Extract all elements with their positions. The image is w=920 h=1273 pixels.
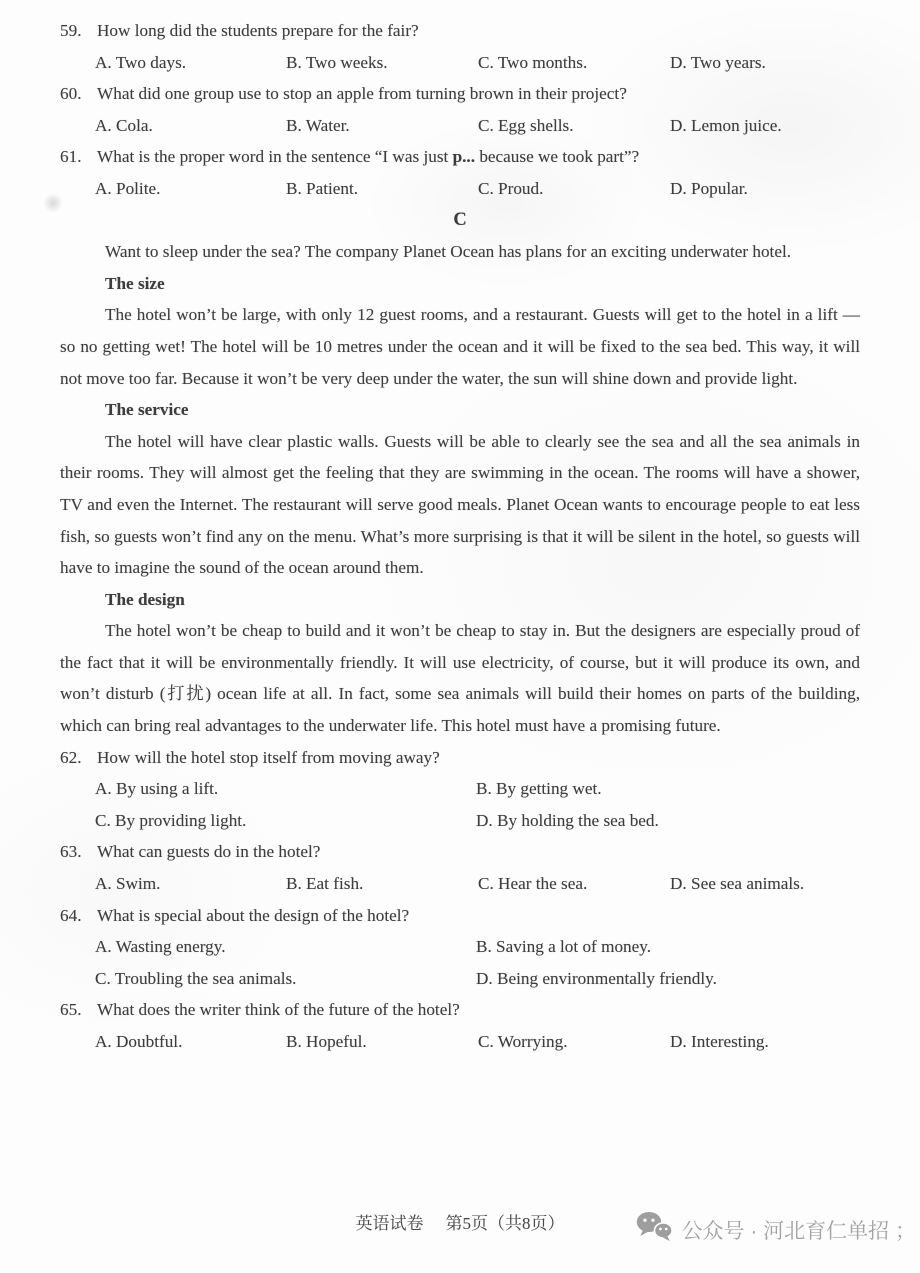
option-c: C. Two months.: [478, 52, 588, 72]
watermark-text: 公众号 · 河北育仁单招 ；: [681, 1219, 916, 1243]
question-text: What is special about the design of the hotel?: [97, 905, 410, 925]
option-c: C. Worrying.: [478, 1032, 568, 1051]
option-b: B. Eat fish.: [286, 874, 364, 894]
option-a: A. Wasting energy.: [95, 937, 226, 957]
passage-paragraph-service: The hotel will have clear plastic walls. Guests will be able to clearly see the sea and all the sea animals in their rooms. They will almost get the feeling that they are swimming in the ocean. The rooms will have a shower, TV and even the Internet. The restaurant will serve good meals. Planet Ocean wants to encourage people to eat less fish, so guests won’t find any on the menu. What’s more surprising is that it will be silent in the hotel, so guests will have to imagine the sound of the ocean around them.: [60, 431, 860, 578]
question-61: [60, 141, 860, 204]
wechat-icon: [636, 1211, 673, 1248]
question-number: 59.: [60, 21, 82, 40]
question-number: 60.: [60, 84, 82, 104]
option-d: D. Popular.: [670, 178, 748, 198]
option-d: D. Lemon juice.: [670, 115, 782, 135]
option-a: A. Doubtful.: [95, 1032, 183, 1051]
passage-paragraph-size: The hotel won’t be large, with only 12 guest rooms, and a restaurant. Guests will get to the hotel in a lift — so no getting wet! The hotel will be 10 metres under the ocean and it will be fixed to the sea bed. This way, it will not move too far. Because it won’t be very deep under the water, the sun will shine down and provide light.: [60, 305, 860, 388]
question-text: [97, 141, 860, 173]
question-62: [60, 742, 860, 837]
option-a: A. Cola.: [95, 115, 153, 135]
question-text-bold: p...: [452, 147, 476, 167]
option-a: A. By using a lift.: [95, 779, 219, 799]
page-number: 第5页（共8页）: [445, 1214, 565, 1233]
passage-c: [60, 205, 860, 742]
options-row: [95, 1026, 860, 1058]
question-59: [60, 15, 860, 78]
question-text-pre: What is the proper word in the sentence “I was just: [97, 147, 453, 167]
option-d: D. Being environmentally friendly.: [476, 968, 717, 988]
question-number: 64.: [60, 905, 82, 925]
option-b: B. Hopeful.: [286, 1032, 367, 1051]
option-d: D. See sea animals.: [670, 874, 805, 894]
option-c: C. By providing light.: [95, 810, 247, 830]
options-row: [95, 773, 860, 805]
question-text: What does the writer think of the future of the hotel?: [97, 1000, 460, 1020]
options-row: [95, 173, 860, 205]
option-c: C. Troubling the sea animals.: [95, 968, 297, 988]
options-row: [95, 931, 860, 963]
option-c: C. Proud.: [478, 178, 544, 198]
option-c: C. Egg shells.: [478, 115, 574, 135]
question-text: What did one group use to stop an apple from turning brown in their project?: [97, 84, 627, 104]
question-64: [60, 900, 860, 995]
question-text: How will the hotel stop itself from moving away?: [97, 747, 440, 767]
question-number: 62.: [60, 747, 82, 767]
option-b: B. Water.: [286, 115, 350, 135]
option-b: B. By getting wet.: [476, 779, 602, 799]
passage-subtitle-service: The service: [105, 400, 189, 420]
options-row: [95, 805, 860, 837]
passage-intro: Want to sleep under the sea? The company Planet Ocean has plans for an exciting underwater hotel.: [105, 242, 792, 262]
question-number: 65.: [60, 1000, 82, 1020]
section-heading: C: [453, 209, 467, 230]
options-row: [95, 963, 860, 995]
option-d: D. Interesting.: [670, 1032, 769, 1051]
passage-subtitle-size: The size: [105, 273, 165, 293]
option-a: A. Two days.: [95, 52, 187, 72]
passage-paragraph-design: The hotel won’t be cheap to build and it won’t be cheap to stay in. But the designers are especially proud of the fact that it will be environmentally friendly. It will use electricity, of course, but it will produce its own, and won’t disturb (打扰) ocean life at all. In fact, some sea animals will build their homes on parts of the building, which can bring real advantages to the underwater life. This hotel must have a promising future.: [60, 621, 860, 736]
option-b: B. Saving a lot of money.: [476, 937, 652, 957]
question-63: [60, 836, 860, 899]
passage-subtitle-design: The design: [105, 589, 185, 609]
option-a: A. Swim.: [95, 874, 161, 894]
watermark: [636, 1211, 917, 1248]
option-b: B. Patient.: [286, 178, 359, 198]
question-65: [60, 994, 860, 1057]
page-footer: [0, 1203, 920, 1263]
question-60: [60, 78, 860, 141]
options-row: [95, 47, 860, 79]
options-row: [95, 868, 860, 900]
question-text-post: because we took part”?: [475, 147, 640, 167]
option-d: D. By holding the sea bed.: [476, 810, 659, 830]
question-text: What can guests do in the hotel?: [97, 842, 321, 862]
option-d: D. Two years.: [670, 52, 766, 72]
options-row: [95, 110, 860, 142]
question-number: 61.: [60, 147, 82, 167]
question-number: 63.: [60, 842, 82, 862]
option-a: A. Polite.: [95, 178, 161, 198]
paper-title: 英语试卷: [355, 1214, 424, 1233]
option-b: B. Two weeks.: [286, 52, 388, 72]
option-c: C. Hear the sea.: [478, 874, 588, 894]
question-text: How long did the students prepare for the fair?: [97, 21, 419, 40]
